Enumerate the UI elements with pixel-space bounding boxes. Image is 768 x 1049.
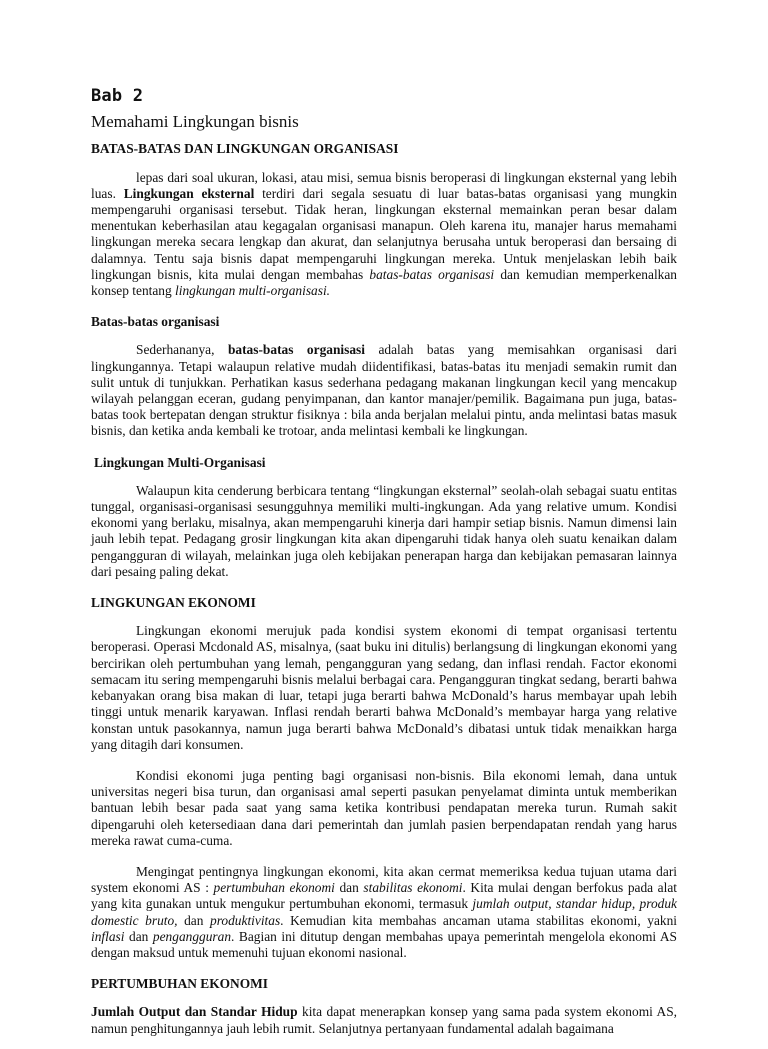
paragraph-batas-organisasi: Sederhananya, batas-batas organisasi adalah batas yang memisahkan organisasi dari lingkungannya. Tetapi walaupun relative mudah diidentifikasi, batas-batas itu menjadi semakin rumit dan sulit untuk di tunjukkan. Perhatikan kasus sederhana pedagang makanan lingkungan kecil yang mencakup wilayah pelanggan eceran, gudang penyimpanan, dan kantor manajer/pemilik. Bagaimana pun juga, batas-batas took bertepatan dengan struktur fisiknya : bila anda berjalan melalui pintu, anda melintasi batas masuk bisnis, dan ketika anda kembali ke trotoar, anda melintasi kembali ke lingkungan. <box>91 342 678 439</box>
section-heading-batas-lingkungan: BATAS-BATAS DAN LINGKUNGAN ORGANISASI <box>91 141 399 157</box>
document-page <box>91 88 677 1049</box>
subheading-batas-organisasi: Batas-batas organisasi <box>91 314 220 330</box>
chapter-title: Memahami Lingkungan bisnis <box>91 112 299 132</box>
section-heading-pertumbuhan-ekonomi: PERTUMBUHAN EKONOMI <box>91 976 268 992</box>
section-heading-lingkungan-ekonomi: LINGKUNGAN EKONOMI <box>91 595 256 611</box>
paragraph-intro: lepas dari soal ukuran, lokasi, atau misi, semua bisnis beroperasi di lingkungan eksternal yang lebih luas. Lingkungan eksternal terdiri dari segala sesuatu di luar batas-batas organisasi yang mungkin mempengaruhi organisasi tersebut. Tidak heran, lingkungan eksternal memainkan peran besar dalam menentukan keberhasilan atau kegagalan organisasi manapun. Oleh karena itu, manajer harus memahami lingkungan mereka secara lengkap dan akurat, dan selanjutnya berusaha untuk beroperasi dan bersaing di dalamnya. Tentu saja bisnis dapat mempengaruhi lingkungan mereka. Untuk menjelaskan lebih baik lingkungan bisnis, kita mulai dengan membahas batas-batas organisasi dan kemudian memperkenalkan konsep tentang lingkungan multi-organisasi. <box>91 169 678 299</box>
paragraph-lingkungan-ekonomi-3: Mengingat pentingnya lingkungan ekonomi, kita akan cermat memeriksa kedua tujuan utama dari system ekonomi AS : pertumbuhan ekonomi dan stabilitas ekonomi. Kita mulai dengan berfokus pada alat yang kita gunakan untuk mengukur pertumbuhan ekonomi, termasuk jumlah output, standar hidup, produk domestic bruto, dan produktivitas. Kemudian kita membahas ancaman utama stabilitas ekonomi, yakni inflasi dan pengangguran. Bagian ini ditutup dengan membahas upaya pemerintah mengelola ekonomi AS dengan maksud untuk memenuhi tujuan ekonomi nasional. <box>91 863 678 960</box>
chapter-label: Bab 2 <box>91 86 144 106</box>
paragraph-multi-organisasi: Walaupun kita cenderung berbicara tentang “lingkungan eksternal” seolah-olah sebagai suatu entitas tunggal, organisasi-organisasi sesungguhnya memiliki multi-ingkungan. Ada yang relative umum. Kondisi ekonomi yang berlaku, misalnya, akan mempengaruhi kinerja dari hampir setiap bisnis. Namun dimensi lain jauh lebih tepat. Pedagang grosir lingkungan kita akan dipengaruhi tidak hanya oleh suatu kenaikan dalam pengangguran di wilayah, melainkan juga oleh kebijakan penerapan harga dan kebijakan pemasaran lainnya dari pesaing paling dekat. <box>91 482 677 579</box>
paragraph-lingkungan-ekonomi-1: Lingkungan ekonomi merujuk pada kondisi system ekonomi di tempat organisasi tertentu beroperasi. Operasi Mcdonald AS, misalnya, (saat buku ini ditulis) berlangsung di lingkungan ekonomi yang bercirikan oleh pertumbuhan yang lemah, pengangguran yang sedang, dan inflasi rendah. Factor ekonomi semacam itu sering mempengaruhi bisnis melalui berbagai cara. Pengangguran tingkat sedang, berarti bahwa kebanyakan orang bisa makan di luar, tetapi juga berarti bahwa McDonald’s harus membayar upah lebih tinggi untuk menarik karyawan. Inflasi rendah berarti bahwa McDonald’s membayar harga yang relative konstan untuk pasokannya, namun juga berarti bahwa McDonald’s dibatasi untuk tidak menaikkan harga yang ditagih dari konsumen. <box>91 623 677 752</box>
paragraph-lingkungan-ekonomi-2: Kondisi ekonomi juga penting bagi organisasi non-bisnis. Bila ekonomi lemah, dana untuk universitas negeri bisa turun, dan organisasi amal seperti pasukan penyelamat diminta untuk memberikan bantuan lebih besar pada saat yang sama ketika kontribusi pendapatan mereka turun. Rumah sakit dipengaruhi oleh ketersediaan dana dari pemerintah dan jumlah pasien berpendapatan rendah yang harus mereka rawat cuma-cuma. <box>91 767 677 848</box>
paragraph-pertumbuhan-ekonomi: Jumlah Output dan Standar Hidup kita dapat menerapkan konsep yang sama pada system ekonomi AS, namun penghitungannya jauh lebih rumit. Selanjutnya pertanyaan fundamental adalah bagaimana <box>91 1004 678 1036</box>
subheading-multi-organisasi: Lingkungan Multi-Organisasi <box>94 454 266 470</box>
